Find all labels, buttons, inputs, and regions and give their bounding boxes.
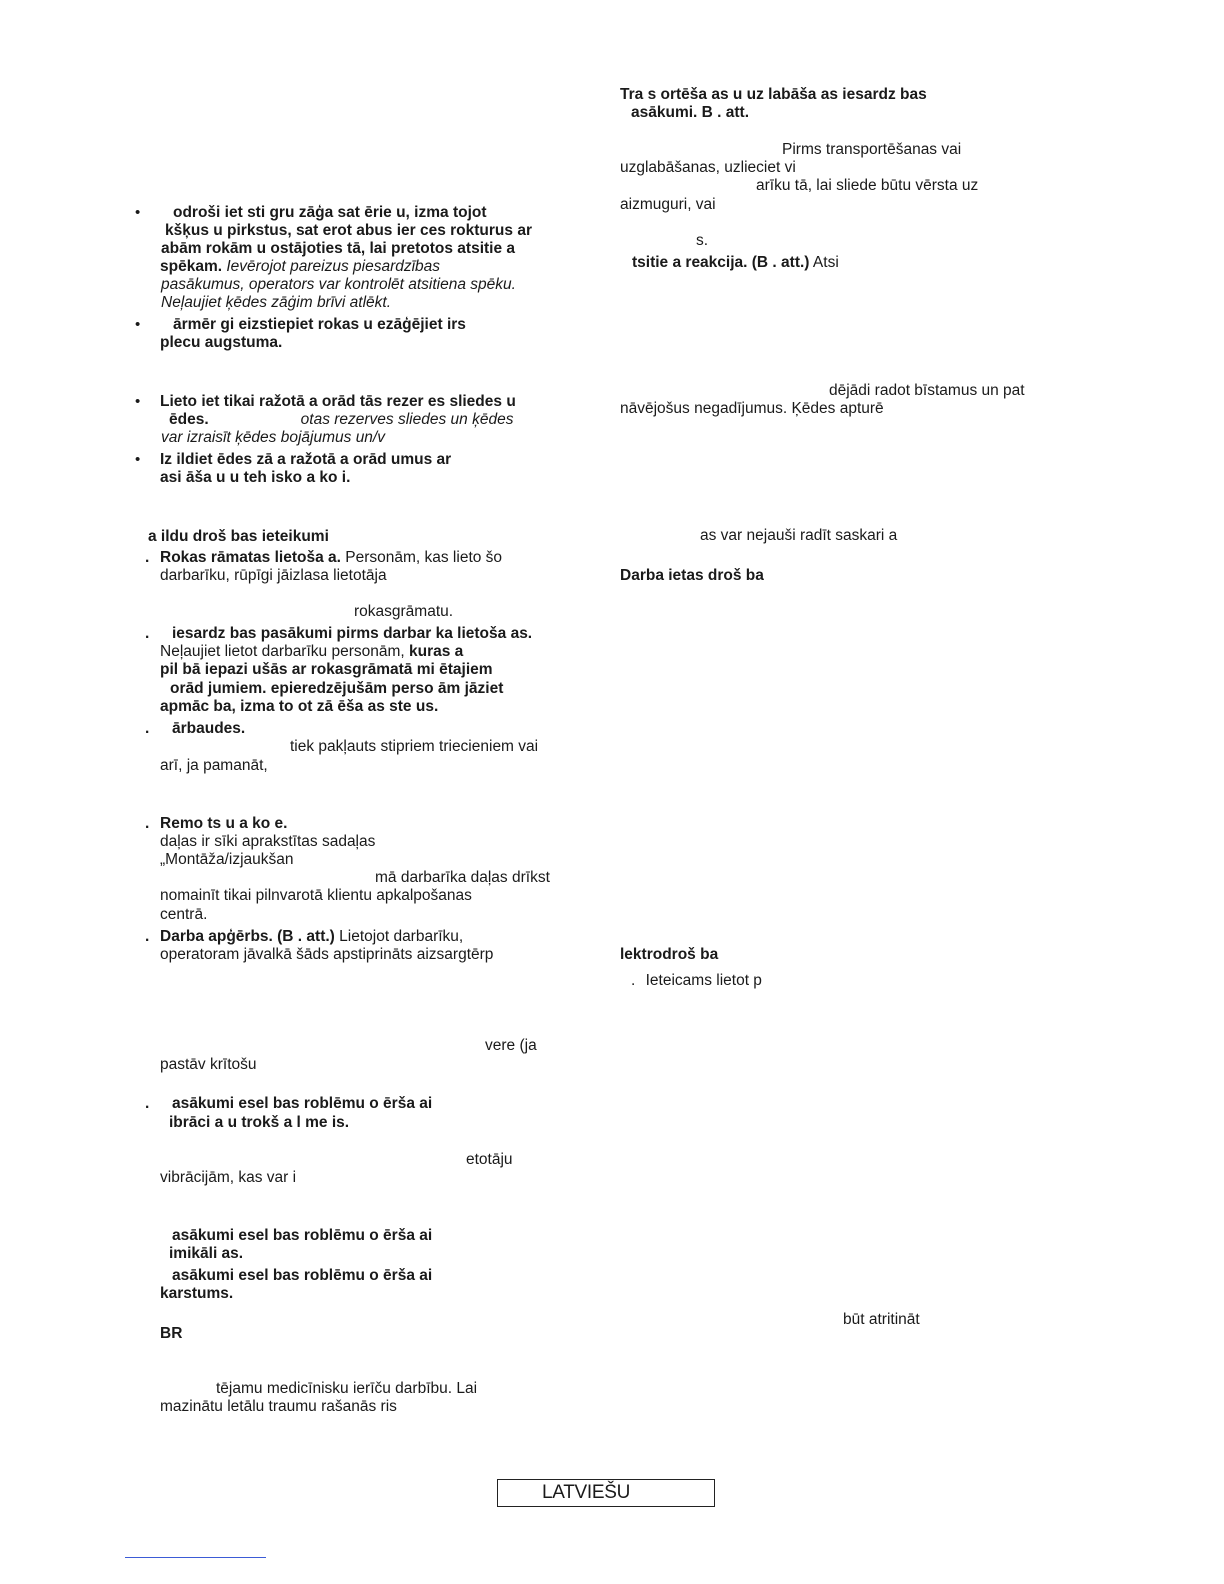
kickback-text-4: as var nejauši radīt saskari a — [700, 527, 898, 544]
heat-text-1: asākumi esel bas roblēmu o ēršа ai — [172, 1267, 433, 1284]
vibration-text-2: ibrāci a u trokš a l me is. — [169, 1114, 350, 1131]
shoulder-text-1: ārmēr gi eizstiepiet rokas u ezāģējiet irs — [173, 316, 466, 333]
electrical-text-1: . Ieteicams lietot p — [631, 972, 762, 989]
clothing-text-1: Darba apģērbs. (B . att.) Lietojot darbarīku, — [160, 928, 464, 945]
kickback-text-3: nāvējošus negadījumus. Ķēdes apturē — [620, 400, 884, 417]
bullet-icon: • — [135, 451, 141, 468]
transport-text-1: Pirms transportēšanas vai — [782, 141, 962, 158]
bullet-icon: • — [135, 393, 141, 410]
item-number: . — [145, 815, 150, 832]
electrical-safety-heading: lektrodroš ba — [620, 946, 719, 963]
checks-text-1: tiek pakļauts stipriem triecieniem vai — [290, 738, 539, 755]
grip-text-2: kšķus u pirkstus, sat erot abus ier ces rokturus ar — [165, 222, 532, 239]
vibration-text-4: vibrācijām, kas var i — [160, 1169, 297, 1186]
precautions-text-5: apmāc ba, izma to ot zā ēša as ste us. — [160, 698, 439, 715]
grip-text-4: spēkam. Ievērojot pareizus piesardzības — [160, 258, 441, 275]
electrical-text-2: būt atritināt — [843, 1311, 920, 1328]
item-number: . — [145, 625, 150, 642]
clothing-text-3: vere (ja — [485, 1037, 537, 1054]
repair-text-2: „Montāža/izjaukšan — [160, 851, 294, 868]
br-label: BR — [160, 1325, 183, 1342]
repair-text-3: mā darbarīka daļas drīkst — [375, 869, 550, 886]
vibration-text-3: etotāju — [466, 1151, 513, 1168]
precautions-text-1: iesardz bas pasākumi pirms darbar ka lietoša as. — [172, 625, 533, 642]
spare-text-1: Lieto iet tikai ražotā a orād tās rezer es sliedes u — [160, 393, 516, 410]
precautions-text-2: Neļaujiet lietot darbarīku personām, kuras a — [160, 643, 464, 660]
repair-text-5: centrā. — [160, 906, 208, 923]
medical-text-2: mazinātu letālu traumu rašanās ris — [160, 1398, 397, 1415]
vibration-text-1: asākumi esel bas roblēmu o ēršа ai — [172, 1095, 433, 1112]
medical-text-1: tējamu medicīnisku ierīču darbību. Lai — [216, 1380, 478, 1397]
clothing-text-4: pastāv krītošu — [160, 1056, 257, 1073]
transport-heading-1: Tra s ortēša as u uz labāša as iesardz bas — [620, 86, 927, 103]
repair-heading: Remo ts u a ko e. — [160, 815, 288, 832]
item-number: . — [145, 928, 150, 945]
language-label-box — [497, 1479, 715, 1507]
manual-text-2: darbarīku, rūpīgi jāizlasa lietotāja — [160, 567, 387, 584]
item-number: . — [145, 1095, 150, 1112]
kickback-text-1: tsitie a reakcija. (B . att.) Atsi — [632, 254, 839, 271]
kickback-text-2: dējādi radot bīstamus un pat — [829, 382, 1025, 399]
transport-text-5: s. — [696, 232, 709, 249]
grip-text-3: abām rokām u ostājoties tā, lai pretotos atsitie a — [161, 240, 516, 257]
grip-text-6: Neļaujiet ķēdes zāģim brīvi atlēkt. — [161, 294, 392, 311]
bullet-icon: • — [135, 316, 141, 333]
checks-heading: ārbaudes. — [172, 720, 246, 737]
grip-text-1: odroši iet sti gru zāģa sat ērie u, izma tojot — [173, 204, 487, 221]
transport-text-3: arīku tā, lai sliede būtu vērsta uz — [756, 177, 979, 194]
sharpen-text-2: asi āša u u teh isko a ko i. — [160, 469, 351, 486]
manual-text-3: rokasgrāmatu. — [354, 603, 454, 620]
item-number: . — [145, 720, 150, 737]
repair-text-4: nomainīt tikai pilnvarotā klientu apkalpošanas — [160, 887, 472, 904]
item-number: . — [145, 549, 150, 566]
transport-heading-2: asākumi. B . att. — [631, 104, 750, 121]
transport-text-2: uzglabāšanas, uzlieciet vi — [620, 159, 796, 176]
clothing-text-2: operatoram jāvalkā šāds apstiprināts aizsargtērp — [160, 946, 494, 963]
language-label: LATVIEŠU — [542, 1482, 631, 1503]
chemicals-text-1: asākumi esel bas roblēmu o ēršа ai — [172, 1227, 433, 1244]
heat-text-2: karstums. — [160, 1285, 234, 1302]
sharpen-text-1: Iz ildiet ēdes zā a ražotā a orād umus ar — [160, 451, 452, 468]
grip-text-5: pasākumus, operators var kontrolēt atsitiena spēku. — [161, 276, 516, 293]
footer-divider — [125, 1557, 266, 1558]
bullet-icon: • — [135, 204, 141, 221]
checks-text-2: arī, ja pamanāt, — [160, 757, 268, 774]
extra-safety-heading: a ildu droš bas ieteikumi — [148, 528, 329, 545]
precautions-text-4: orād jumiem. epieredzējušām perso ām jāziet — [170, 680, 504, 697]
spare-text-2: ēdes. otas rezerves sliedes un ķēdes — [169, 411, 514, 428]
spare-text-3: var izraisīt ķēdes bojājumus un/v — [161, 429, 385, 446]
chemicals-text-2: imikāli as. — [169, 1245, 244, 1262]
manual-text-1: Rokas rāmatas lietoša a. Personām, kas lieto šo — [160, 549, 503, 566]
transport-text-4: aizmuguri, vai — [620, 196, 716, 213]
shoulder-text-2: plecu augstuma. — [160, 334, 283, 351]
repair-text-1: daļas ir sīki aprakstītas sadaļas — [160, 833, 376, 850]
workplace-safety-heading: Darba ietas droš ba — [620, 567, 764, 584]
precautions-text-3: pil bā iepazi ušās ar rokasgrāmatā mi ētajiem — [160, 661, 493, 678]
